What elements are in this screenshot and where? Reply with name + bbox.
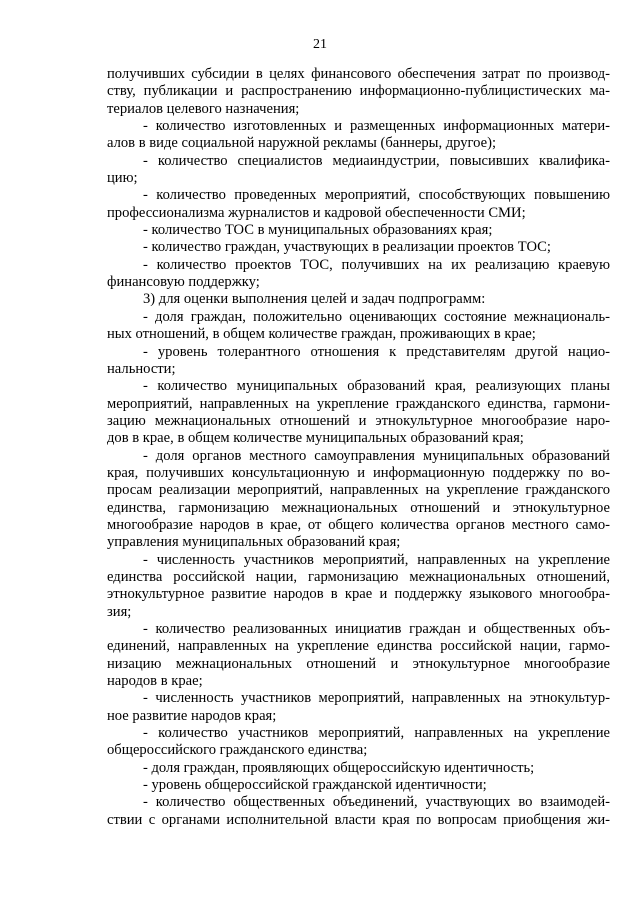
text-line: - доля граждан, проявляющих общероссийскую идентичность; [143, 759, 535, 776]
text-line: управления муниципальных образований края; [107, 534, 401, 551]
text-line: - уровень толерантного отношения к представителям другой нацио- [143, 343, 610, 360]
text-line: цию; [107, 170, 138, 187]
text-line: общероссийского гражданского единства; [107, 742, 368, 759]
text-line: единства, гармонизацию межнациональных отношений и этнокультурное [107, 499, 610, 516]
text-line: ствии с органами исполнительной власти края по вопросам приобщения жи- [107, 811, 610, 828]
text-line: профессионализма журналистов и кадровой обеспеченности СМИ; [107, 204, 526, 221]
text-line: финансовую поддержку; [107, 274, 260, 291]
text-line: ное развитие народов края; [107, 707, 277, 724]
text-line: края, получивших консультационную и информационную поддержку по во- [107, 464, 610, 481]
text-line: многообразие народов в крае, от общего количества органов местного само- [107, 516, 610, 533]
text-line: единений, направленных на укрепление единства российской нации, гармо- [107, 638, 610, 655]
text-line: зия; [107, 603, 132, 620]
text-line: ству, публикации и распространению информационно-публицистических ма- [107, 83, 610, 100]
text-line: - количество ТОС в муниципальных образованиях края; [143, 222, 493, 239]
text-line: - количество проведенных мероприятий, способствующих повышению [143, 187, 610, 204]
text-line: низацию межнациональных отношений и этнокультурное многообразие [107, 655, 610, 672]
text-line: дов в крае, в общем количестве муниципальных образований края; [107, 430, 524, 447]
text-line: 3) для оценки выполнения целей и задач подпрограмм: [143, 291, 486, 308]
text-line: этнокультурное развитие народов в крае и поддержку языкового многообра- [107, 586, 610, 603]
text-line: мероприятий, направленных на укрепление гражданского единства, гармони- [107, 395, 610, 412]
text-line: - количество реализованных инициатив граждан и общественных объ- [143, 621, 610, 637]
text-line: - уровень общероссийской гражданской идентичности; [143, 777, 487, 794]
text-line: ных отношений, в общем количестве граждан, проживающих в крае; [107, 326, 536, 343]
text-line: - количество специалистов медиаиндустрии, повысивших квалифика- [143, 152, 610, 169]
text-line: алов в виде социальной наружной рекламы (баннеры, другое); [107, 135, 497, 152]
text-line: - количество муниципальных образований края, реализующих планы [143, 378, 610, 395]
text-line: - количество граждан, участвующих в реализации проектов ТОС; [143, 239, 551, 256]
document-body [107, 66, 610, 829]
text-line: народов в крае; [107, 673, 203, 690]
text-line: - количество общественных объединений, участвующих во взаимодей- [143, 794, 610, 811]
text-line: просам реализации мероприятий, направленных на укрепление гражданского [107, 482, 610, 499]
text-line: - численность участников мероприятий, направленных на этнокультур- [143, 690, 610, 707]
text-line: зацию межнациональных отношений и этнокультурное многообразие наро- [107, 412, 610, 429]
text-line: - количество участников мероприятий, направленных на укрепление [143, 725, 610, 742]
text-line: нальности; [107, 360, 176, 377]
text-line: териалов целевого назначения; [107, 100, 300, 117]
text-line: - количество проектов ТОС, получивших на их реализацию краевую [143, 256, 610, 273]
text-line: - численность участников мероприятий, направленных на укрепление [143, 551, 610, 568]
text-line: - доля органов местного самоуправления муниципальных образований [143, 447, 610, 464]
text-line: получивших субсидии в целях финансового обеспечения затрат по производ- [107, 66, 610, 82]
text-line: единства российской нации, гармонизацию межнациональных отношений, [107, 568, 610, 585]
text-line: - количество изготовленных и размещенных информационных матери- [143, 118, 610, 135]
text-line: - доля граждан, положительно оценивающих состояние межнациональ- [143, 308, 610, 325]
page-number: 21 [313, 37, 327, 52]
